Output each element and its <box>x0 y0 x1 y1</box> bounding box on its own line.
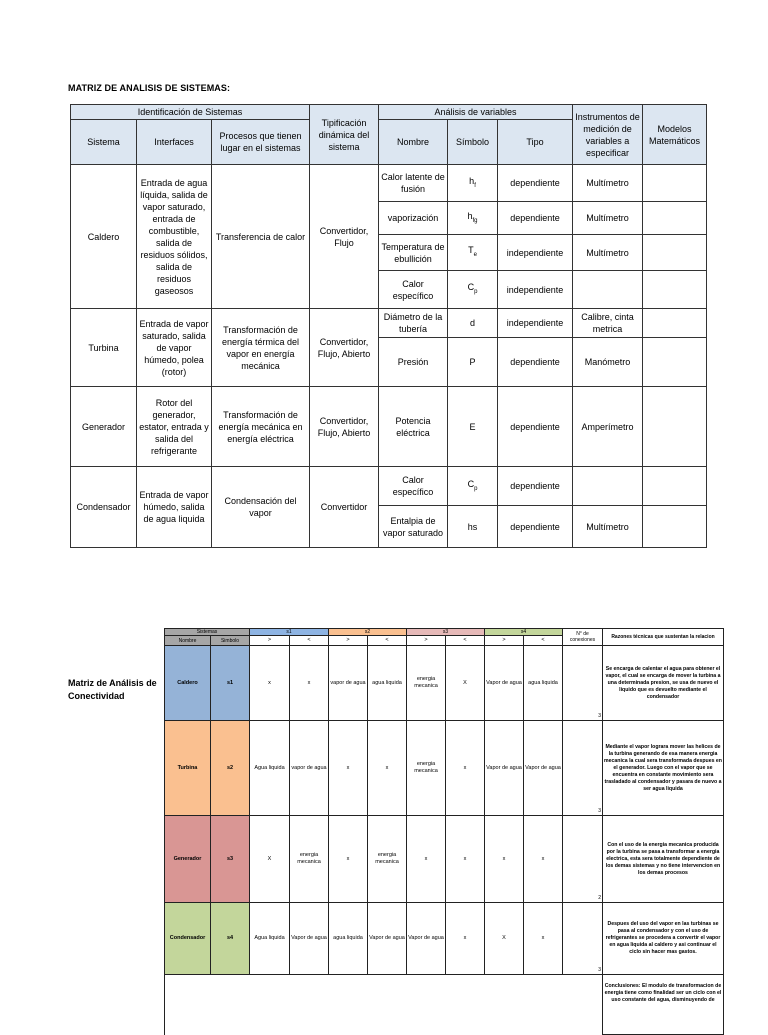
procesos-turbina: Transformación de energía térmica del vapor en energía mecánica <box>212 309 310 387</box>
relation-cell: x <box>485 816 524 903</box>
header-sistemas: Sistemas <box>165 629 250 636</box>
procesos-caldero: Transferencia de calor <box>212 165 310 309</box>
relation-cell: energia mecanica <box>407 721 446 816</box>
relation-cell: Vapor de agua <box>485 721 524 816</box>
system-name: Generador <box>165 816 211 903</box>
header-gt: > <box>250 636 290 646</box>
var-modelo <box>643 202 707 235</box>
header-razones: Razones técnicas que sustentan la relacion <box>603 629 724 646</box>
var-modelo <box>643 235 707 271</box>
sistema-turbina: Turbina <box>71 309 137 387</box>
connectivity-matrix <box>164 628 724 1035</box>
header-lt: < <box>446 636 485 646</box>
relation-cell: x <box>250 646 290 721</box>
header-simbolo: Símbolo <box>448 120 498 165</box>
tipificacion-caldero: Convertidor, Flujo <box>310 165 379 309</box>
relation-cell: Vapor de agua <box>407 903 446 975</box>
relation-cell: agua liquida <box>329 903 368 975</box>
conclusion-text: Conclusiones: El modulo de transformacion de energia tiene como finalidad ser un ciclo con el uso constante del agua, disminuyendo de <box>603 975 724 1035</box>
system-name: Turbina <box>165 721 211 816</box>
relation-cell: agua liquida <box>524 646 563 721</box>
relation-cell: Vapor de agua <box>290 903 329 975</box>
connection-count: 3 <box>563 721 603 816</box>
header-lt: < <box>290 636 329 646</box>
system-symbol: s1 <box>211 646 250 721</box>
relation-cell: X <box>485 903 524 975</box>
reason-text: Despues del uso del vapor en las turbinas se pasa al condensador y con el uso de refrigerantes se procedera a convertir el vapor en agua liquida al caldero y asi continuar el ciclo sin hacer mas gastos. <box>603 903 724 975</box>
var-instrumento: Amperímetro <box>573 387 643 467</box>
var-modelo <box>643 165 707 202</box>
relation-cell: Vapor de agua <box>368 903 407 975</box>
relation-cell: energia mecanica <box>290 816 329 903</box>
relation-cell: x <box>524 903 563 975</box>
header-gt: > <box>407 636 446 646</box>
header-conexiones: N° de conexiones <box>563 629 603 646</box>
reason-text: Con el uso de la energia mecanica producida por la turbina se pasa a transformar a energia electrica, esta sera totalmente dependiente de los demas sistemas y no tiene intervencion en los demas procesos <box>603 816 724 903</box>
interfaces-generador: Rotor del generador, estator, entrada y salida del refrigerante <box>137 387 212 467</box>
matrix2-title: Matriz de Análisis de Conectividad <box>68 678 157 701</box>
header-tipificacion: Tipificación dinámica del sistema <box>310 105 379 165</box>
var-nombre: Calor específico <box>379 467 448 506</box>
relation-cell: x <box>368 721 407 816</box>
var-instrumento: Multímetro <box>573 165 643 202</box>
relation-cell: x <box>446 721 485 816</box>
var-tipo: dependiente <box>498 506 573 548</box>
relation-cell: x <box>524 816 563 903</box>
var-modelo <box>643 506 707 548</box>
var-instrumento: Multímetro <box>573 202 643 235</box>
interfaces-condensador: Entrada de vapor húmedo, salida de agua liquida <box>137 467 212 548</box>
relation-cell: x <box>407 816 446 903</box>
header-gt: > <box>329 636 368 646</box>
header-lt: < <box>524 636 563 646</box>
header-s2: s2 <box>329 629 407 636</box>
header-identificacion: Identificación de Sistemas <box>71 105 310 120</box>
header-procesos: Procesos que tienen lugar en el sistemas <box>212 120 310 165</box>
relation-cell: Vapor de agua <box>485 646 524 721</box>
var-simbolo: $C_p$ <box>448 271 498 309</box>
relation-cell: X <box>446 646 485 721</box>
header-modelos: Modelos Matemáticos <box>643 105 707 165</box>
header-tipo: Tipo <box>498 120 573 165</box>
relation-cell: Vapor de agua <box>524 721 563 816</box>
reason-text: Mediante el vapor lograra mover las helices de la turbina generando de esa manera energia mecanica la cual sera transformada despues en el generador. Luego con el vapor que se encuentra en constante movimiento sera trasladado al condensador y pasara de nuevo a ser agua liquida <box>603 721 724 816</box>
var-instrumento <box>573 467 643 506</box>
matrix1-title: MATRIZ DE ANALISIS DE SISTEMAS: <box>68 83 231 93</box>
var-nombre: Calor específico <box>379 271 448 309</box>
relation-cell: x <box>329 816 368 903</box>
var-nombre: vaporización <box>379 202 448 235</box>
var-simbolo: d <box>448 309 498 338</box>
var-tipo: independiente <box>498 309 573 338</box>
relation-cell: agua liquida <box>368 646 407 721</box>
header-gt: > <box>485 636 524 646</box>
var-simbolo: $C_p$ <box>448 467 498 506</box>
var-tipo: independiente <box>498 271 573 309</box>
var-nombre: Calor latente de fusión <box>379 165 448 202</box>
var-nombre: Temperatura de ebullición <box>379 235 448 271</box>
var-tipo: dependiente <box>498 338 573 387</box>
var-simbolo: hs <box>448 506 498 548</box>
header-lt: < <box>368 636 407 646</box>
procesos-generador: Transformación de energía mecánica en energía eléctrica <box>212 387 310 467</box>
var-tipo: dependiente <box>498 467 573 506</box>
relation-cell: X <box>250 816 290 903</box>
relation-cell: x <box>329 721 368 816</box>
var-simbolo: $h_{fg}$ <box>448 202 498 235</box>
var-modelo <box>643 338 707 387</box>
var-nombre: Potencia eléctrica <box>379 387 448 467</box>
var-simbolo: P <box>448 338 498 387</box>
header-s4: s4 <box>485 629 563 636</box>
system-name: Condensador <box>165 903 211 975</box>
header-nombre: Nombre <box>379 120 448 165</box>
var-tipo: independiente <box>498 235 573 271</box>
systems-analysis-matrix <box>70 104 707 548</box>
header-instrumentos: Instrumentos de medición de variables a especificar <box>573 105 643 165</box>
var-modelo <box>643 309 707 338</box>
var-simbolo: $h_f$ <box>448 165 498 202</box>
relation-cell: vapor de agua <box>290 721 329 816</box>
var-simbolo: $T_e$ <box>448 235 498 271</box>
var-nombre: Entalpia de vapor saturado <box>379 506 448 548</box>
var-instrumento: Calibre, cinta metrica <box>573 309 643 338</box>
relation-cell: energia mecanica <box>368 816 407 903</box>
relation-cell: Agua liquida <box>250 721 290 816</box>
header-s3: s3 <box>407 629 485 636</box>
procesos-condensador: Condensación del vapor <box>212 467 310 548</box>
var-tipo: dependiente <box>498 165 573 202</box>
header-nombre: Nombre <box>165 636 211 646</box>
system-name: Caldero <box>165 646 211 721</box>
system-symbol: s4 <box>211 903 250 975</box>
interfaces-caldero: Entrada de agua líquida, salida de vapor saturado, entrada de combustible, salida de residuos sólidos, salida de residuos gaseosos <box>137 165 212 309</box>
tipificacion-generador: Convertidor, Flujo, Abierto <box>310 387 379 467</box>
var-instrumento: Multímetro <box>573 506 643 548</box>
connection-count: 2 <box>563 816 603 903</box>
tipificacion-condensador: Convertidor <box>310 467 379 548</box>
relation-cell: x <box>446 816 485 903</box>
system-symbol: s3 <box>211 816 250 903</box>
var-simbolo: E <box>448 387 498 467</box>
header-sistema: Sistema <box>71 120 137 165</box>
sistema-generador: Generador <box>71 387 137 467</box>
var-nombre: Presión <box>379 338 448 387</box>
header-simbolo: Simbolo <box>211 636 250 646</box>
sistema-condensador: Condensador <box>71 467 137 548</box>
tipificacion-turbina: Convertidor, Flujo, Abierto <box>310 309 379 387</box>
relation-cell: x <box>290 646 329 721</box>
var-instrumento: Manómetro <box>573 338 643 387</box>
var-modelo <box>643 387 707 467</box>
relation-cell: Agua liquida <box>250 903 290 975</box>
header-analisis: Análisis de variables <box>379 105 573 120</box>
connection-count: 3 <box>563 646 603 721</box>
connection-count: 3 <box>563 903 603 975</box>
header-s1: s1 <box>250 629 329 636</box>
sistema-caldero: Caldero <box>71 165 137 309</box>
relation-cell: energia mecanica <box>407 646 446 721</box>
var-modelo <box>643 271 707 309</box>
system-symbol: s2 <box>211 721 250 816</box>
var-modelo <box>643 467 707 506</box>
relation-cell: vapor de agua <box>329 646 368 721</box>
var-tipo: dependiente <box>498 387 573 467</box>
var-instrumento <box>573 271 643 309</box>
interfaces-turbina: Entrada de vapor saturado, salida de vapor húmedo, polea (rotor) <box>137 309 212 387</box>
relation-cell: x <box>446 903 485 975</box>
reason-text: Se encarga de calentar el agua para obtener el vapor, el cual se encarga de mover la turbina a una determinada presion, se usa de nuevo el liquido que es devuelto mediante el condensador <box>603 646 724 721</box>
header-interfaces: Interfaces <box>137 120 212 165</box>
conclusion-spacer <box>165 975 603 1035</box>
var-tipo: dependiente <box>498 202 573 235</box>
var-instrumento: Multímetro <box>573 235 643 271</box>
var-nombre: Diámetro de la tubería <box>379 309 448 338</box>
